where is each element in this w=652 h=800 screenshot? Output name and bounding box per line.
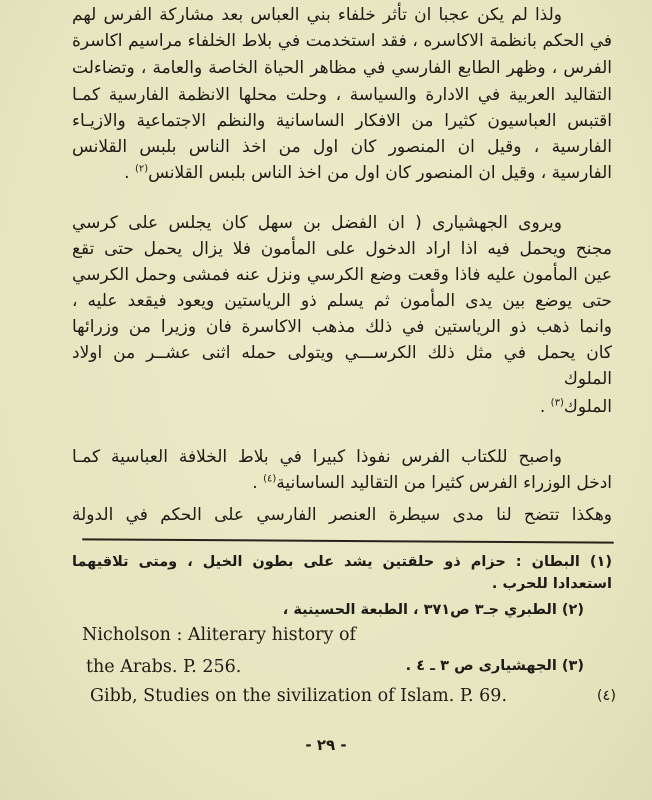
body-line: حتى يوضع بين يدى المأمون ثم يسلم ذو الرياستين ويعود فيقعد عليه ، (72, 291, 612, 311)
body-line: في الحكم بانظمة الاكاسره ، فقد استخدمت في بلاط الخلفاء مراسيم اكاسرة (72, 31, 612, 51)
end-mark: . (252, 473, 258, 493)
body-text: الملوك (563, 397, 612, 417)
body-line-last (72, 472, 612, 494)
body-line-last (72, 396, 612, 418)
footnote-2: (٢) الطبري جـ٣ ص٣٧١ ، الطبعة الحسينية ، (282, 602, 584, 618)
body-line: مجنح ويحمل فيه اذا اراد الدخول على المأمون فلا يزال يحمل حتى تقع (72, 239, 612, 259)
page-number: - ٢٩ - (305, 736, 347, 754)
body-text: ادخل الوزراء الفرس كثيرا من التقاليد الساسانية (276, 473, 612, 493)
footnote-separator (82, 538, 614, 543)
body-line: ويروى الجهشيارى ( ان الفضل بن سهل كان يجلس على كرسي (72, 213, 562, 233)
body-line: ولذا لم يكن عجبا ان تأثر خلفاء بني العباس بعد مشاركة الفرس لهم (72, 5, 562, 25)
body-line: الفرس ، وظهر الطابع الفارسي في مظاهر الحياة الخاصة والعامة ، وتضاءلت (72, 58, 612, 78)
footnote-2-latin-line2: the Arabs. P. 256. (86, 657, 242, 677)
body-line: عين المأمون عليه فاذا وقعت وضع الكرسي ونزل عنه فمشى وحمل الكرسي (72, 265, 612, 285)
footnote-ref-2[interactable]: (٢) (134, 163, 149, 175)
body-line: واصبح للكتاب الفرس نفوذا كبيرا في بلاط الخلافة العباسية كمـا (72, 447, 562, 467)
footnote-2-latin-line1: Nicholson : Aliterary history of (82, 625, 357, 645)
body-line: التقاليد العربية في الادارة والسياسة ، وحلت محلها الانظمة الفارسية كمـا (72, 85, 612, 105)
body-line: كان يحمل في مثل ذلك الكرســـي ويتولى حمله اثنى عشــر من اولاد (72, 343, 612, 363)
footnote-3: (٣) الجهشيارى ص ٣ ـ ٤ . (405, 658, 584, 674)
body-line: وانما ذهب ذو الرياستين في ذلك مذهب الاكاسرة فان وزيرا من وزرائها (72, 317, 612, 337)
body-line: اقتبس العباسيون كثيرا من الافكار الساسانية والنظم الاجتماعية والازيـاء (72, 111, 612, 131)
body-line: الفارسية ، وقيل ان المنصور كان اول من اخذ الناس بلبس القلانس (72, 137, 612, 157)
footnote-4-marker: (٤) (596, 688, 616, 704)
body-text: الفارسية ، وقيل ان المنصور كان اول من اخذ الناس بلبس القلانس (148, 163, 612, 183)
footnote-1: (١) البطان : حزام ذو حلقتين يشد على بطون الخيل ، ومتى تلاقيهما (72, 554, 612, 570)
footnote-4-latin: Gibb, Studies on the sivilization of Islam. P. 69. (90, 686, 508, 706)
footnote-1-cont: استعدادا للحرب . (491, 576, 612, 592)
footnote-ref-3[interactable]: (٣) (550, 397, 564, 409)
body-line: وهكذا تتضح لنا مدى سيطرة العنصر الفارسي على الحكم في الدولة (72, 505, 612, 525)
end-mark: . (124, 163, 130, 183)
footnote-ref-4[interactable]: (٤) (263, 473, 277, 485)
end-mark: . (539, 397, 546, 417)
body-line: الملوك (563, 369, 612, 389)
body-line-last (72, 162, 612, 184)
